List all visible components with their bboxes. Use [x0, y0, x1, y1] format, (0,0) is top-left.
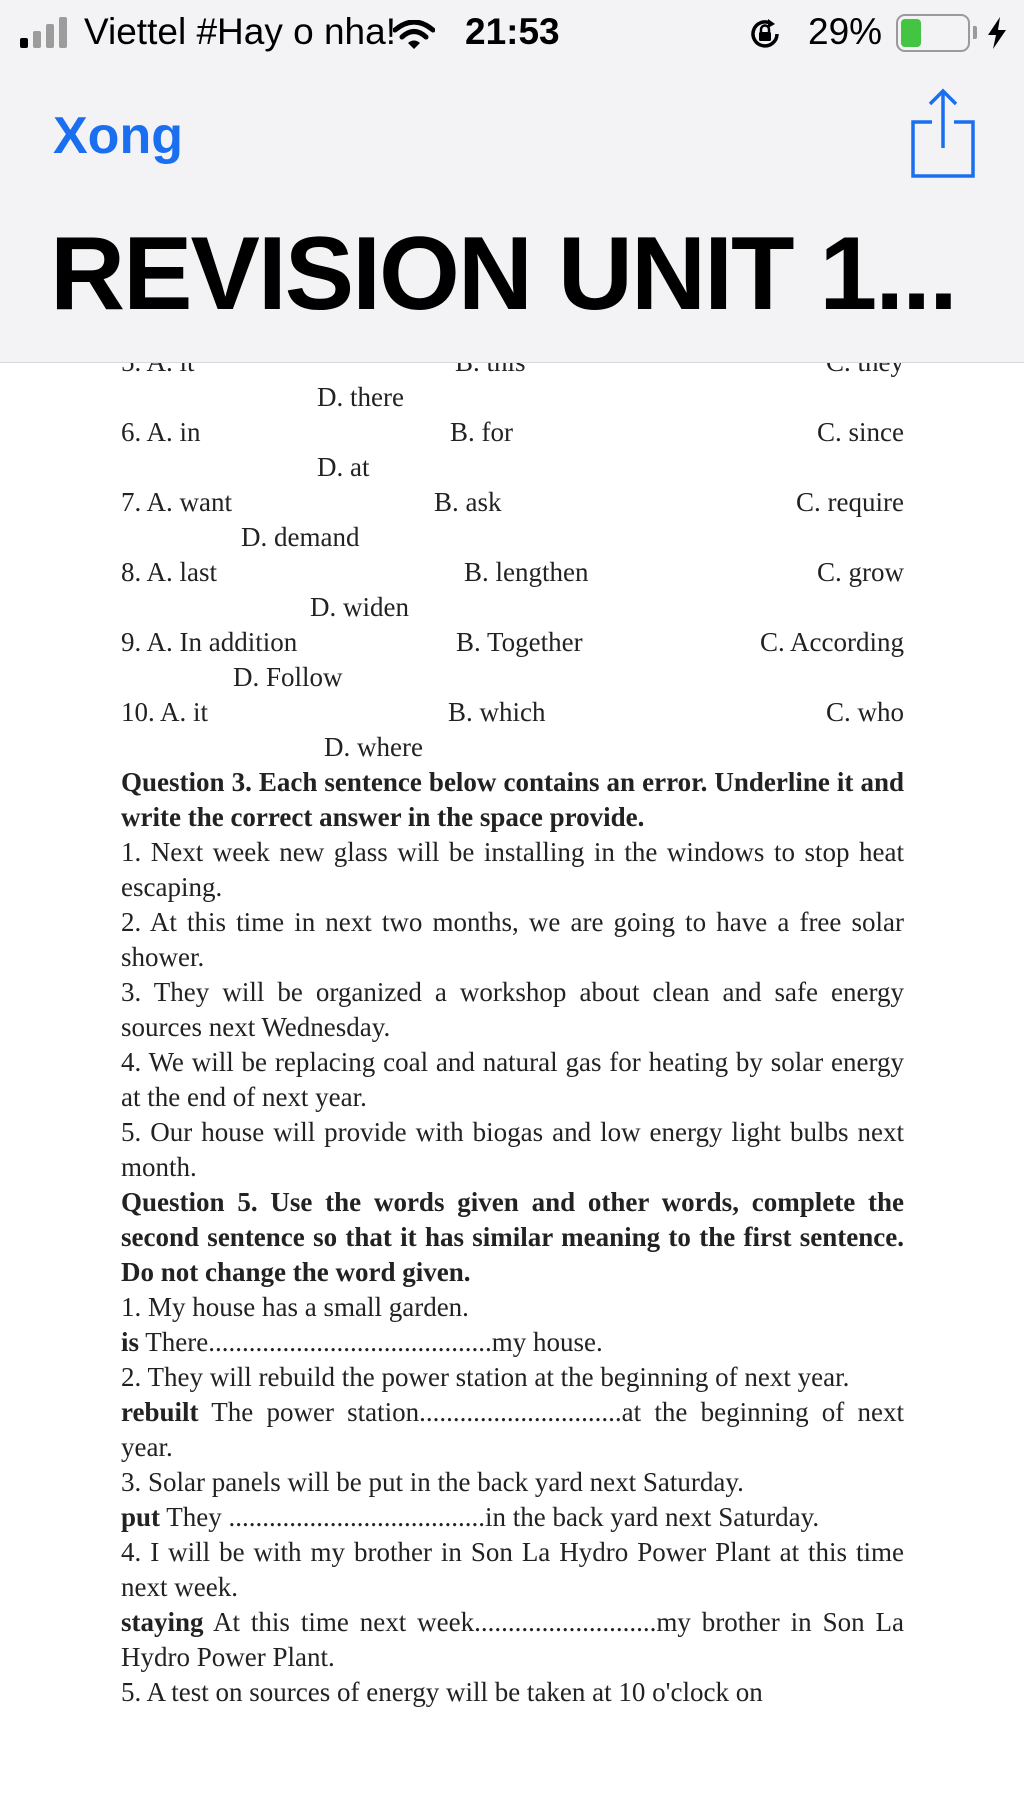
clock: 21:53 [465, 11, 560, 52]
battery-percent: 29% [808, 11, 883, 52]
battery-tip [973, 26, 977, 39]
question-3-item: 3. They will be organized a workshop about clean and safe energy sources next Wednesday. [121, 977, 904, 1042]
share-icon[interactable] [910, 88, 976, 180]
carrier-name: Viettel #Hay o nha! [84, 11, 396, 52]
option-d: D. where [324, 732, 423, 762]
option-row [121, 660, 904, 695]
option-c: C. According [760, 627, 904, 657]
question-5-sentence: 2. They will rebuild the power station at the beginning of next year. [121, 1362, 850, 1392]
option-row [121, 485, 904, 520]
option-row [121, 695, 904, 730]
given-word: is [121, 1327, 140, 1357]
option-row [121, 415, 904, 450]
wifi-icon [393, 20, 435, 50]
done-button[interactable]: Xong [53, 107, 183, 165]
question-5-sentence: 1. My house has a small garden. [121, 1292, 469, 1322]
question-5-heading: Question 5. Use the words given and other words, complete the second sentence so that it has similar meaning to the first sentence. Do not change the word given. [121, 1187, 904, 1287]
option-c: C. grow [817, 557, 904, 587]
question-5-cut-line: 5. A test on sources of energy will be taken at 10 o'clock on [121, 1677, 763, 1707]
option-a: 7. A. want [121, 487, 232, 517]
option-row [121, 380, 904, 415]
page-title: REVISION UNIT 1... [50, 216, 956, 332]
charging-icon [986, 16, 1008, 50]
option-a: 8. A. last [121, 557, 218, 587]
signal-icon [20, 16, 72, 48]
option-a: 9. A. In addition [121, 627, 298, 657]
option-row [121, 555, 904, 590]
document-content [121, 345, 904, 1710]
option-c: C. since [817, 417, 904, 447]
option-d: D. widen [310, 592, 409, 622]
option-a: 6. A. in [121, 417, 201, 447]
option-d: D. there [317, 382, 404, 412]
option-row [121, 625, 904, 660]
question-3-item: 4. We will be replacing coal and natural gas for heating by solar energy at the end of next year. [121, 1047, 904, 1112]
rewrite-text: There..........................................my house. [145, 1327, 603, 1357]
option-b: B. which [448, 697, 546, 727]
option-b: B. for [450, 417, 513, 447]
top-bar [0, 0, 1024, 363]
rotation-lock-icon [748, 17, 782, 51]
question-5-sentence: 3. Solar panels will be put in the back yard next Saturday. [121, 1467, 744, 1497]
rewrite-text: At this time next week...........................my brother in Son La Hydro Power Plant. [121, 1607, 904, 1672]
given-word: put [121, 1502, 161, 1532]
question-3-item: 1. Next week new glass will be installing in the windows to stop heat escaping. [121, 837, 904, 902]
question-5-rewrite [121, 1500, 904, 1535]
option-d: D. demand [241, 522, 360, 552]
option-b: B. ask [434, 487, 502, 517]
question-5-rewrite [121, 1325, 904, 1360]
question-5-sentence: 4. I will be with my brother in Son La Hydro Power Plant at this time next week. [121, 1537, 904, 1602]
question-3-item: 2. At this time in next two months, we are going to have a free solar shower. [121, 907, 904, 972]
status-bar [0, 0, 1024, 66]
option-row [121, 450, 904, 485]
option-row [121, 730, 904, 765]
question-5-rewrite [121, 1395, 904, 1465]
question-3-heading: Question 3. Each sentence below contains an error. Underline it and write the correct answer in the space provide. [121, 767, 904, 832]
given-word: staying [121, 1607, 204, 1637]
option-d: D. Follow [233, 662, 343, 692]
option-d: D. at [317, 452, 370, 482]
question-3-item: 5. Our house will provide with biogas and low energy light bulbs next month. [121, 1117, 904, 1182]
option-row [121, 520, 904, 555]
option-b: B. lengthen [464, 557, 589, 587]
rewrite-text: The power station..............................at the beginning of next year. [121, 1397, 904, 1462]
battery-icon [896, 14, 970, 52]
option-a: 10. A. it [121, 697, 209, 727]
question-5-rewrite [121, 1605, 904, 1675]
option-b: B. Together [456, 627, 583, 657]
option-row [121, 590, 904, 625]
given-word: rebuilt [121, 1397, 199, 1427]
option-c: C. who [825, 697, 904, 727]
option-c: C. require [796, 487, 904, 517]
rewrite-text: They ......................................in the back yard next Saturday. [166, 1502, 820, 1532]
